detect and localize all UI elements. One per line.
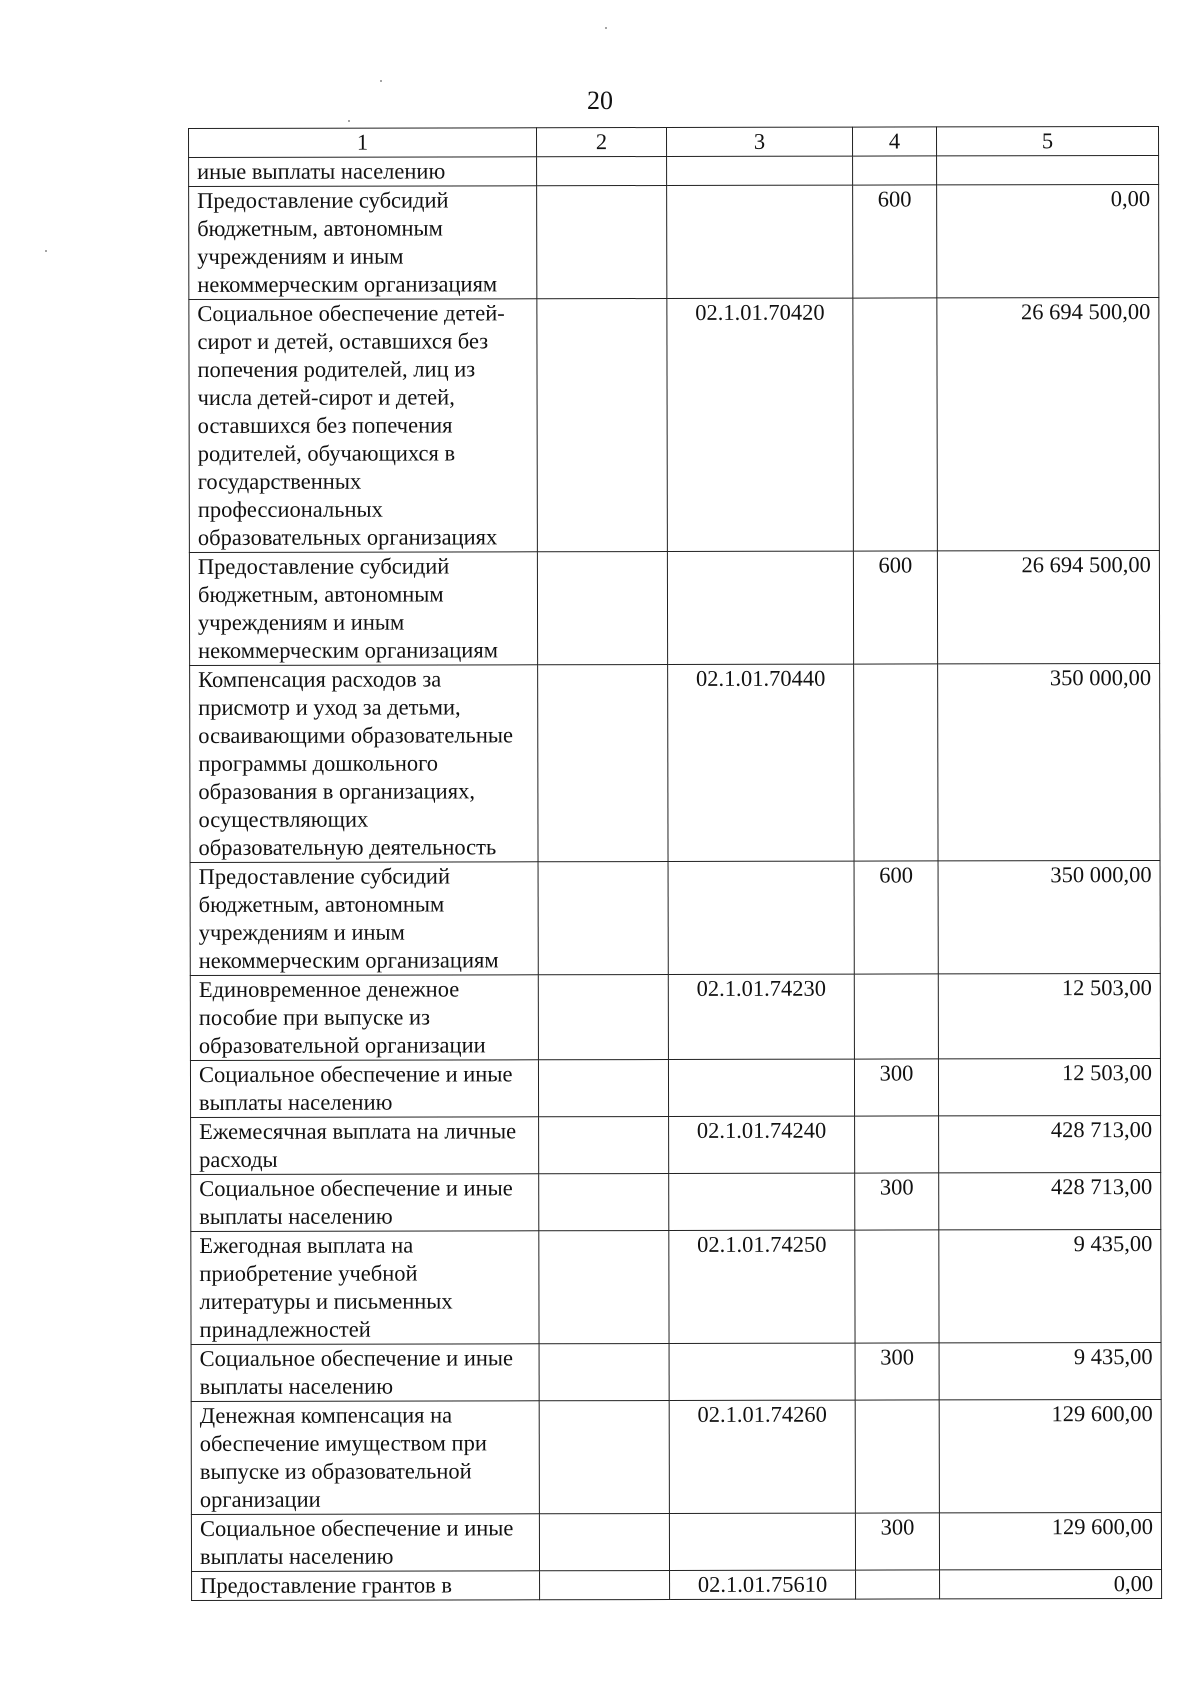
expense-type: 600 bbox=[854, 861, 938, 974]
header-cell-2: 2 bbox=[537, 127, 667, 156]
table-row bbox=[190, 1058, 1160, 1117]
table-row bbox=[191, 1342, 1161, 1401]
page-number: 20 bbox=[587, 86, 613, 115]
column-2-cell bbox=[538, 664, 668, 861]
header-cell-1: 1 bbox=[189, 128, 537, 158]
item-name: Компенсация расходов за присмотр и уход за детьми, осваивающими образовательные программы дошкольного образования в организациях, осуществляющих образовательную деятельность bbox=[190, 665, 538, 863]
expense-type bbox=[856, 1570, 940, 1599]
target-code: 02.1.01.75610 bbox=[670, 1570, 856, 1599]
table-row bbox=[191, 1512, 1161, 1571]
item-name: Денежная компенсация на обеспечение имуществом при выпуске из образовательной организации bbox=[191, 1401, 539, 1515]
header-cell-4: 4 bbox=[852, 127, 936, 156]
scan-speck bbox=[45, 250, 47, 252]
item-name: Социальное обеспечение детей-сирот и детей, оставшихся без попечения родителей, лиц из числа детей-сирот и детей, оставшихся без попечения родителей, обучающихся в государственных профессиональных образовательных организациях bbox=[189, 299, 538, 553]
target-code: 02.1.01.74260 bbox=[669, 1400, 855, 1513]
item-name: Ежегодная выплата на приобретение учебной литературы и письменных принадлежностей bbox=[191, 1231, 539, 1345]
target-code: 02.1.01.70440 bbox=[668, 664, 854, 861]
expense-type: 300 bbox=[855, 1343, 939, 1400]
column-2-cell bbox=[538, 974, 668, 1059]
column-2-cell bbox=[539, 1513, 669, 1570]
target-code: 02.1.01.70420 bbox=[667, 298, 854, 551]
item-name: иные выплаты населению bbox=[189, 157, 537, 187]
table-row bbox=[190, 663, 1160, 862]
item-name: Социальное обеспечение и иные выплаты населению bbox=[191, 1344, 539, 1402]
target-code: 02.1.01.74250 bbox=[669, 1230, 855, 1343]
column-2-cell bbox=[540, 1570, 670, 1599]
column-2-cell bbox=[539, 1116, 669, 1173]
column-2-cell bbox=[538, 861, 668, 974]
target-code bbox=[668, 1059, 854, 1116]
item-name: Предоставление субсидий бюджетным, автономным учреждениям и иным некоммерческим организациям bbox=[189, 552, 537, 666]
item-name: Предоставление грантов в bbox=[192, 1571, 540, 1601]
table-row bbox=[189, 550, 1159, 665]
expense-type: 600 bbox=[853, 551, 937, 664]
scan-speck bbox=[348, 120, 350, 122]
target-code bbox=[667, 185, 853, 298]
target-code bbox=[669, 1343, 855, 1400]
amount: 350 000,00 bbox=[938, 860, 1160, 973]
table-row bbox=[192, 1569, 1162, 1600]
item-name: Предоставление субсидий бюджетным, автономным учреждениям и иным некоммерческим организациям bbox=[190, 862, 538, 976]
amount: 0,00 bbox=[940, 1569, 1162, 1598]
expense-type bbox=[855, 1230, 939, 1343]
table-row bbox=[189, 155, 1159, 186]
amount: 9 435,00 bbox=[939, 1229, 1161, 1342]
amount: 26 694 500,00 bbox=[937, 297, 1160, 550]
target-code bbox=[669, 1513, 855, 1570]
table-body bbox=[189, 155, 1162, 1600]
scan-speck bbox=[380, 80, 382, 82]
table-row bbox=[191, 1115, 1161, 1174]
amount: 26 694 500,00 bbox=[937, 550, 1159, 663]
table-row bbox=[191, 1172, 1161, 1231]
item-name: Социальное обеспечение и иные выплаты населению bbox=[191, 1514, 539, 1572]
amount: 12 503,00 bbox=[938, 973, 1160, 1058]
amount: 129 600,00 bbox=[939, 1399, 1161, 1512]
header-cell-5: 5 bbox=[936, 126, 1158, 155]
expense-type: 300 bbox=[855, 1513, 939, 1570]
table-row bbox=[189, 297, 1160, 552]
expense-type bbox=[855, 1400, 939, 1513]
target-code bbox=[669, 1173, 855, 1230]
item-name: Ежемесячная выплата на личные расходы bbox=[191, 1117, 539, 1175]
column-2-cell bbox=[539, 1173, 669, 1230]
target-code bbox=[668, 861, 854, 974]
amount: 428 713,00 bbox=[939, 1115, 1161, 1172]
header-row bbox=[189, 126, 1159, 157]
amount bbox=[937, 155, 1159, 184]
expense-type bbox=[853, 156, 937, 185]
table-row bbox=[190, 860, 1160, 975]
expense-type bbox=[853, 298, 938, 551]
expense-type: 300 bbox=[855, 1173, 939, 1230]
item-name: Социальное обеспечение и иные выплаты населению bbox=[190, 1060, 538, 1118]
expense-type bbox=[854, 664, 938, 861]
amount: 350 000,00 bbox=[938, 663, 1160, 860]
amount: 428 713,00 bbox=[939, 1172, 1161, 1229]
table-row bbox=[189, 184, 1159, 299]
expense-type: 300 bbox=[854, 1059, 938, 1116]
amount: 129 600,00 bbox=[939, 1512, 1161, 1569]
column-2-cell bbox=[537, 156, 667, 185]
target-code bbox=[667, 551, 853, 664]
expense-type bbox=[855, 1116, 939, 1173]
column-2-cell bbox=[539, 1400, 669, 1513]
target-code: 02.1.01.74240 bbox=[669, 1116, 855, 1173]
column-2-cell bbox=[537, 298, 668, 551]
column-2-cell bbox=[539, 1230, 669, 1343]
target-code: 02.1.01.74230 bbox=[668, 974, 854, 1059]
item-name: Социальное обеспечение и иные выплаты населению bbox=[191, 1174, 539, 1232]
scan-speck bbox=[605, 27, 607, 29]
header-cell-3: 3 bbox=[667, 127, 853, 156]
budget-table bbox=[188, 126, 1162, 1601]
table-row bbox=[191, 1399, 1161, 1514]
column-2-cell bbox=[538, 1059, 668, 1116]
target-code bbox=[667, 156, 853, 185]
amount: 0,00 bbox=[937, 184, 1159, 297]
expense-type: 600 bbox=[853, 185, 937, 298]
column-2-cell bbox=[539, 1343, 669, 1400]
table-row bbox=[190, 973, 1160, 1060]
column-2-cell bbox=[537, 551, 667, 664]
expense-type bbox=[854, 974, 938, 1059]
item-name: Единовременное денежное пособие при выпуске из образовательной организации bbox=[190, 975, 538, 1061]
column-2-cell bbox=[537, 185, 667, 298]
table-row bbox=[191, 1229, 1161, 1344]
item-name: Предоставление субсидий бюджетным, автономным учреждениям и иным некоммерческим организациям bbox=[189, 186, 537, 300]
amount: 12 503,00 bbox=[938, 1058, 1160, 1115]
amount: 9 435,00 bbox=[939, 1342, 1161, 1399]
